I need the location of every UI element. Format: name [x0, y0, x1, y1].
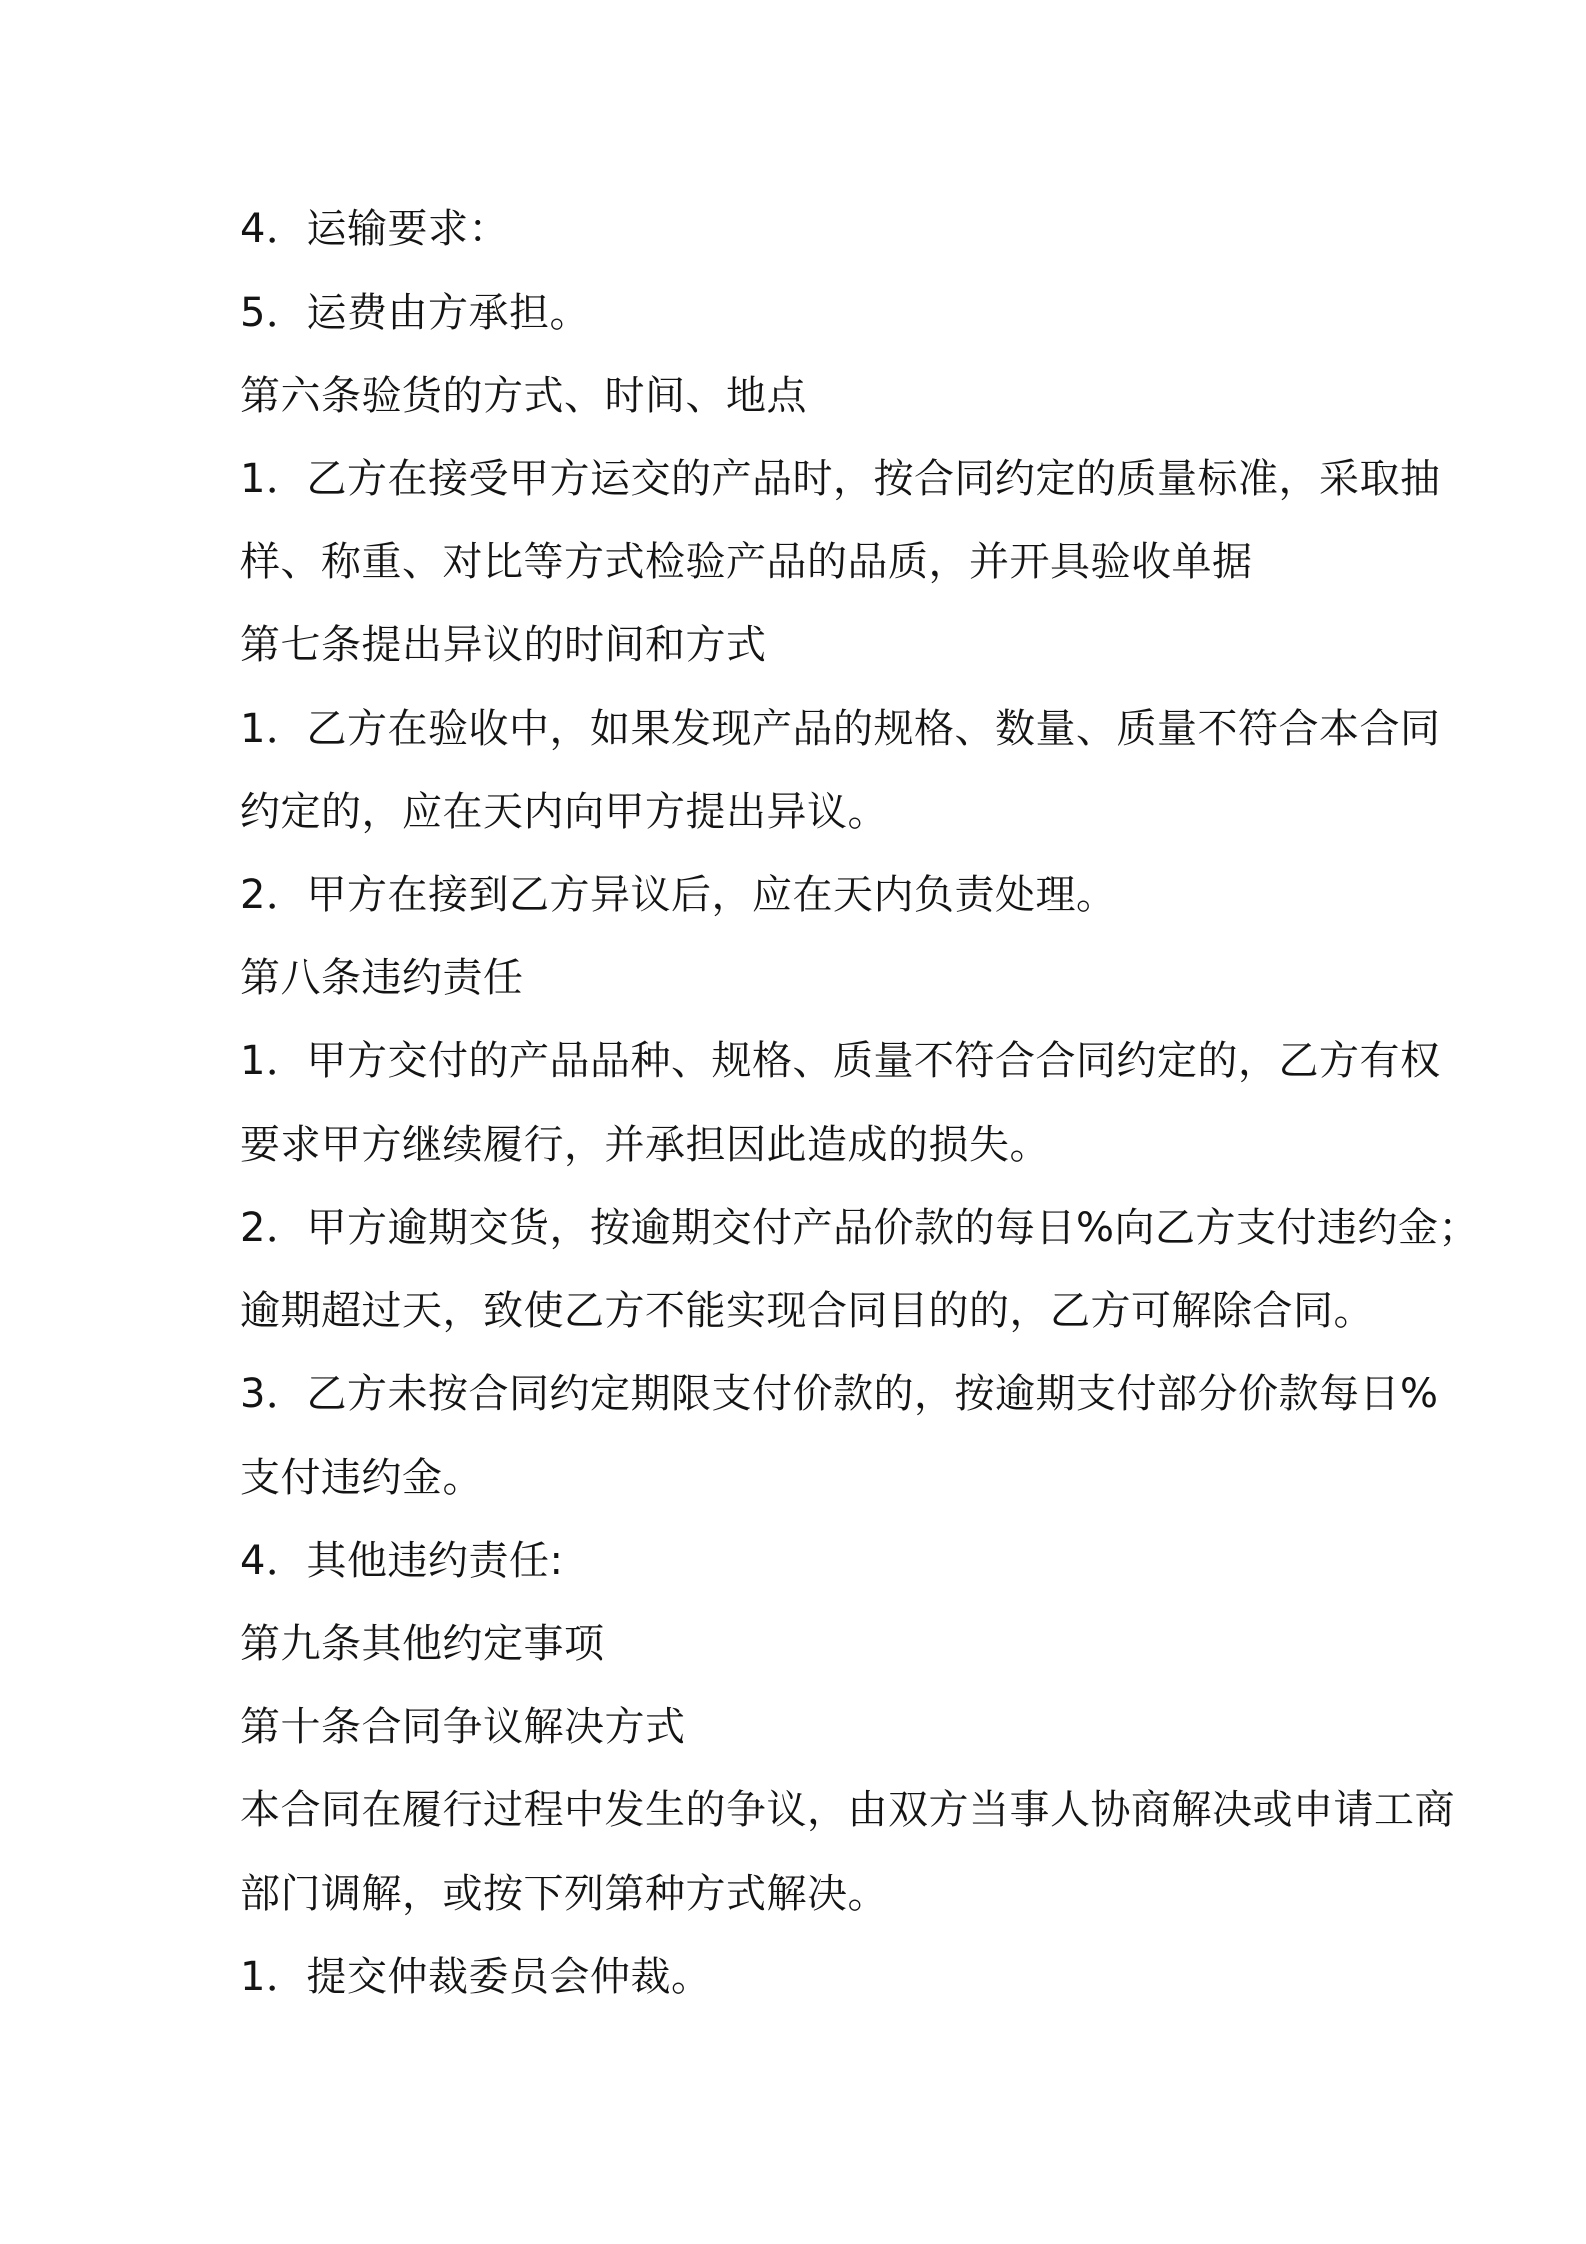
- article-7-item-1-line-1: 1．乙方在验收中，如果发现产品的规格、数量、质量不符合本合同: [240, 706, 1441, 752]
- article-7-item-2: 2．甲方在接到乙方异议后，应在天内负责处理。: [240, 872, 1117, 918]
- article-10-heading: 第十条合同争议解决方式: [240, 1704, 686, 1750]
- article-8-item-1-line-2: 要求甲方继续履行，并承担因此造成的损失。: [240, 1122, 1050, 1168]
- article-8-item-2-line-2: 逾期超过天，致使乙方不能实现合同目的的，乙方可解除合同。: [240, 1288, 1374, 1334]
- article-9-heading: 第九条其他约定事项: [240, 1621, 605, 1667]
- article-10-item-1: 1．提交仲裁委员会仲裁。: [240, 1954, 712, 2000]
- article-6-item-1-line-1: 1．乙方在接受甲方运交的产品时，按合同约定的质量标准，采取抽: [240, 456, 1441, 502]
- article-8-item-3-line-1: 3．乙方未按合同约定期限支付价款的，按逾期支付部分价款每日%: [240, 1371, 1439, 1417]
- article-8-item-4: 4．其他违约责任:: [240, 1538, 564, 1584]
- article-8-item-1-line-1: 1．甲方交付的产品品种、规格、质量不符合合同约定的，乙方有权: [240, 1038, 1441, 1084]
- article-8-heading: 第八条违约责任: [240, 955, 524, 1001]
- clause-item-transport-requirements: 4．运输要求：: [240, 206, 509, 252]
- article-7-heading: 第七条提出异议的时间和方式: [240, 622, 767, 668]
- article-6-item-1-line-2: 样、称重、对比等方式检验产品的品质，并开具验收单据: [240, 539, 1253, 585]
- clause-item-freight: 5．运费由方承担。: [240, 290, 590, 336]
- article-6-heading: 第六条验货的方式、时间、地点: [240, 373, 807, 419]
- article-8-item-2-line-1: 2．甲方逾期交货，按逾期交付产品价款的每日%向乙方支付违约金；: [240, 1205, 1479, 1251]
- article-10-body-line-2: 部门调解，或按下列第种方式解决。: [240, 1871, 888, 1917]
- article-7-item-1-line-2: 约定的，应在天内向甲方提出异议。: [240, 789, 888, 835]
- article-10-body-line-1: 本合同在履行过程中发生的争议，由双方当事人协商解决或申请工商: [240, 1787, 1455, 1833]
- article-8-item-3-line-2: 支付违约金。: [240, 1455, 483, 1501]
